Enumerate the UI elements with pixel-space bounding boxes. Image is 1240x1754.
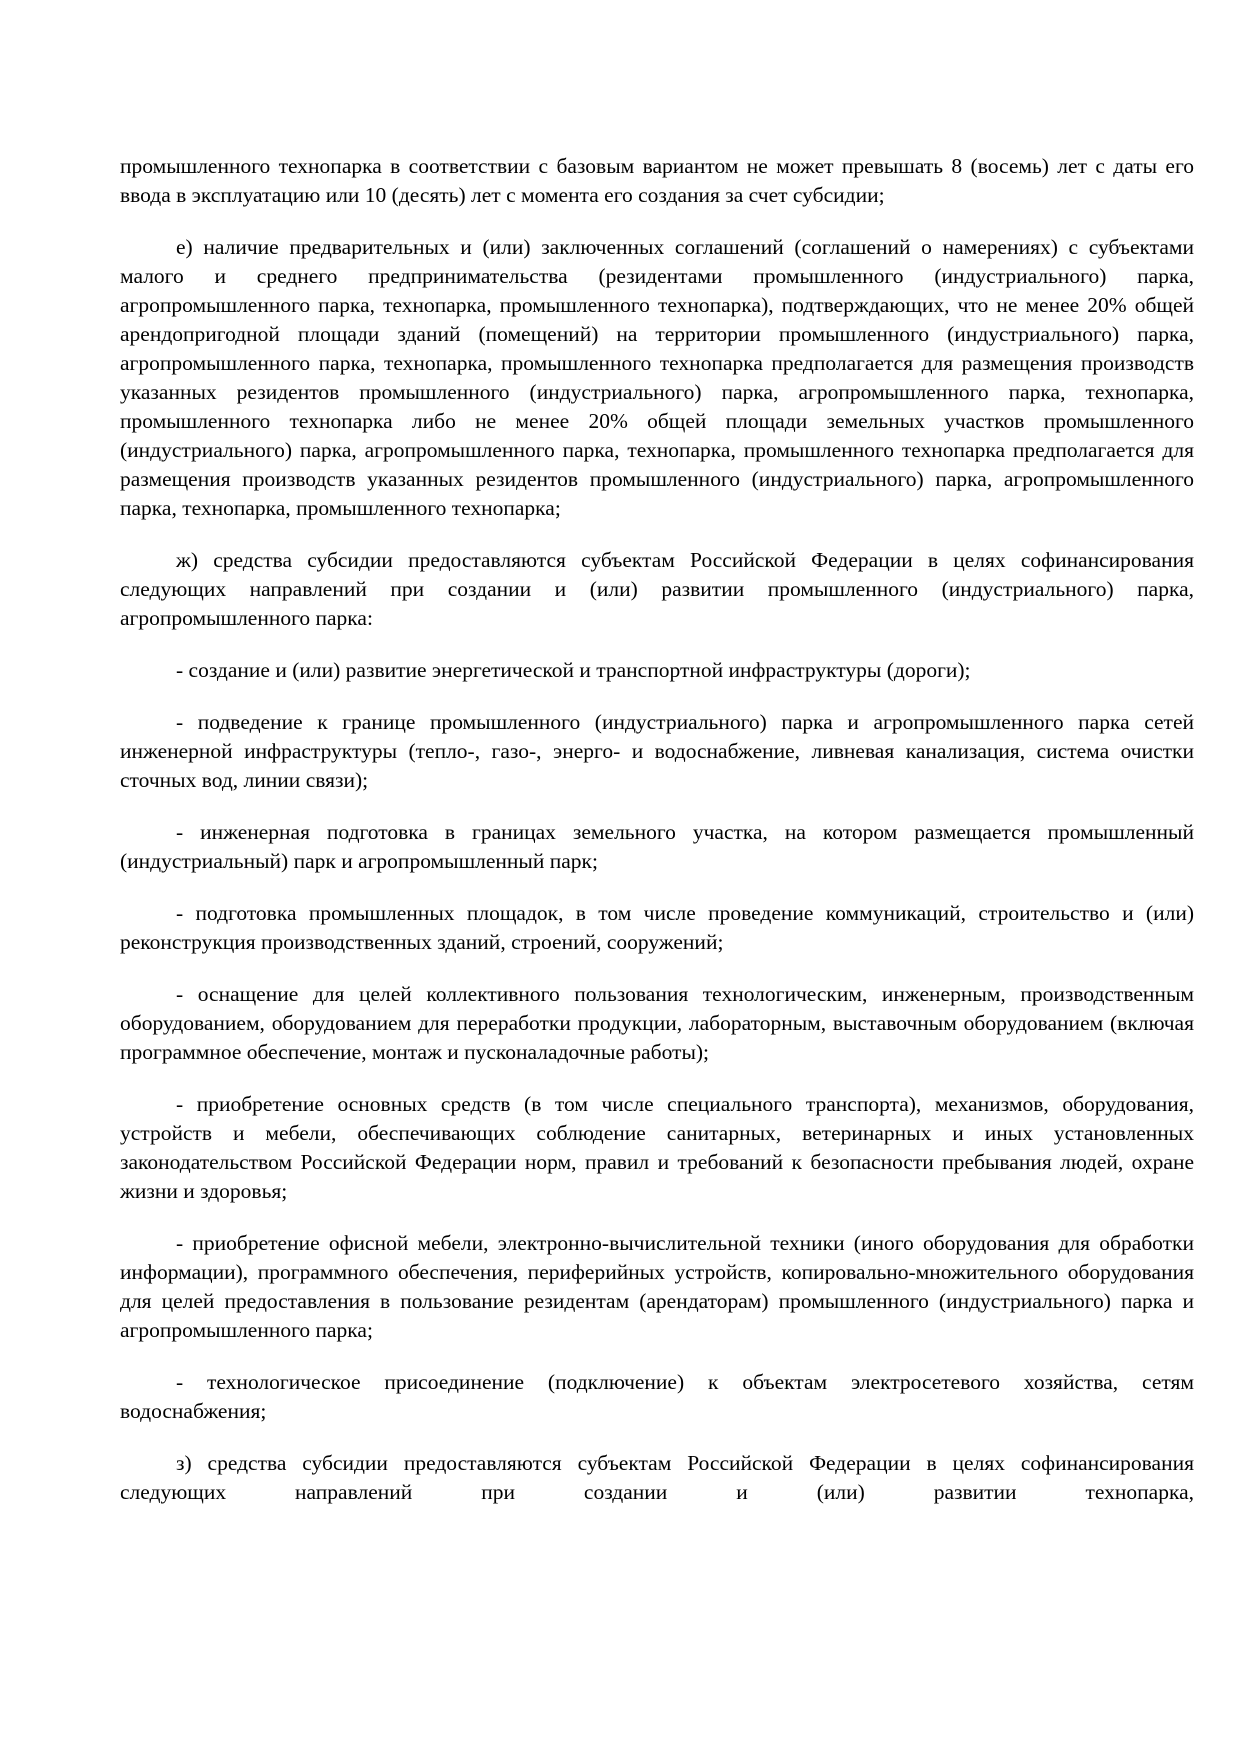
list-item: - приобретение основных средств (в том числе специального транспорта), механизмов, оборудования, устройств и мебели, обеспечивающих соблюдение санитарных, ветеринарных и иных установленных законодательством Российской Федерации норм, правил и требований к безопасности пребывания людей, охране жизни и здоровья; [120, 1092, 1194, 1203]
list-item: - создание и (или) развитие энергетической и транспортной инфраструктуры (дороги); [176, 658, 971, 682]
list-item: - технологическое присоединение (подключение) к объектам электросетевого хозяйства, сетям водоснабжения; [120, 1370, 1194, 1423]
paragraph-zh: ж) средства субсидии предоставляются субъектам Российской Федерации в целях софинансирования следующих направлений при создании и (или) развитии промышленного (индустриального) парка, агропромышленного парка: [120, 548, 1194, 630]
list-item: - приобретение офисной мебели, электронно-вычислительной техники (иного оборудования для обработки информации), программного обеспечения, периферийных устройств, копировально-множительного оборудования для целей предоставления в пользование резидентам (арендаторам) промышленного (индустриального) парка и агропромышленного парка; [120, 1231, 1194, 1342]
list-item: - инженерная подготовка в границах земельного участка, на котором размещается промышленный (индустриальный) парк и агропромышленный парк; [120, 820, 1194, 873]
paragraph-continuation: промышленного технопарка в соответствии с базовым вариантом не может превышать 8 (восемь) лет с даты его ввода в эксплуатацию или 10 (десять) лет с момента его создания за счет субсидии; [120, 154, 1194, 207]
list-item: - подведение к границе промышленного (индустриального) парка и агропромышленного парка сетей инженерной инфраструктуры (тепло-, газо-, энерго- и водоснабжение, ливневая канализация, система очистки сточных вод, линии связи); [120, 710, 1194, 792]
paragraph-e: е) наличие предварительных и (или) заключенных соглашений (соглашений о намерениях) с субъектами малого и среднего предпринимательства (резидентами промышленного (индустриального) парка, агропромышленного парка, технопарка, промышленного технопарка), подтверждающих, что не менее 20% общей арендопригодной площади зданий (помещений) на территории промышленного (индустриального) парка, агропромышленного парка, технопарка, промышленного технопарка предполагается для размещения производств указанных резидентов промышленного (индустриального) парка, агропромышленного парка, технопарка, промышленного технопарка либо не менее 20% общей площади земельных участков промышленного (индустриального) парка, агропромышленного парка, технопарка, промышленного технопарка предполагается для размещения производств указанных резидентов промышленного (индустриального) парка, агропромышленного парка, технопарка, промышленного технопарка; [120, 235, 1194, 520]
document-page [120, 152, 1194, 1530]
list-item: - оснащение для целей коллективного пользования технологическим, инженерным, производственным оборудованием, оборудованием для переработки продукции, лабораторным, выставочным оборудованием (включая программное обеспечение, монтаж и пусконаладочные работы); [120, 982, 1194, 1064]
list-item: - подготовка промышленных площадок, в том числе проведение коммуникаций, строительство и (или) реконструкция производственных зданий, строений, сооружений; [120, 901, 1194, 954]
paragraph-z: з) средства субсидии предоставляются субъектам Российской Федерации в целях софинансирования следующих направлений при создании и (или) развитии технопарка, [120, 1451, 1194, 1504]
